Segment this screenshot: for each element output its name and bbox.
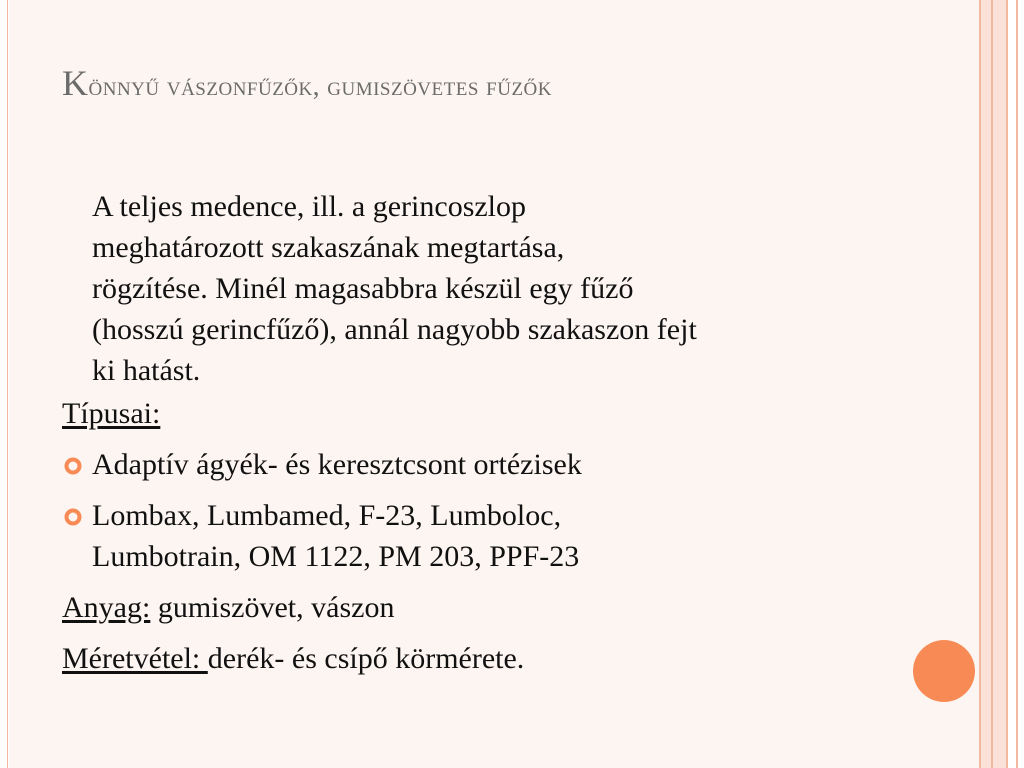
intro-line: A teljes medence, ill. a gerincoszlop	[92, 190, 527, 223]
bullet-item	[62, 495, 902, 577]
measurement-row	[62, 638, 902, 679]
side-stripe	[1008, 0, 1016, 768]
title-text: önnyű vászonfűzők, gumiszövetes fűzők	[88, 71, 552, 101]
material-value: gumiszövet, vászon	[150, 591, 395, 624]
intro-line: ki hatást.	[92, 354, 201, 387]
measurement-label: Méretvétel:	[62, 642, 208, 675]
ring-bullet-icon	[64, 457, 82, 475]
slide-title	[62, 56, 922, 112]
bullet-line: Lumbotrain, OM 1122, PM 203, PPF-23	[92, 540, 580, 573]
bullet-item	[62, 444, 902, 485]
types-heading	[62, 393, 902, 434]
bullet-line: Lombax, Lumbamed, F-23, Lumboloc,	[92, 499, 562, 532]
material-row	[62, 587, 902, 628]
ring-bullet-icon	[64, 508, 82, 526]
accent-circle	[913, 640, 975, 702]
measurement-value: derék- és csípő körmérete.	[207, 642, 525, 675]
side-stripe	[1016, 0, 1018, 768]
intro-line: meghatározott szakaszának megtartása,	[92, 231, 565, 264]
bullet-line: Adaptív ágyék- és keresztcsont ortézisek	[92, 448, 582, 481]
side-stripe	[981, 0, 991, 768]
material-label: Anyag:	[62, 591, 151, 624]
types-label: Típusai:	[62, 397, 161, 430]
intro-line: (hosszú gerincfűző), annál nagyobb szakaszon fejt	[92, 313, 697, 346]
side-stripe	[993, 0, 1006, 768]
intro-paragraph	[62, 186, 902, 391]
intro-line: rögzítése. Minél magasabbra készül egy fűző	[92, 272, 634, 305]
slide-body	[62, 186, 902, 689]
title-first-letter: K	[62, 63, 89, 103]
